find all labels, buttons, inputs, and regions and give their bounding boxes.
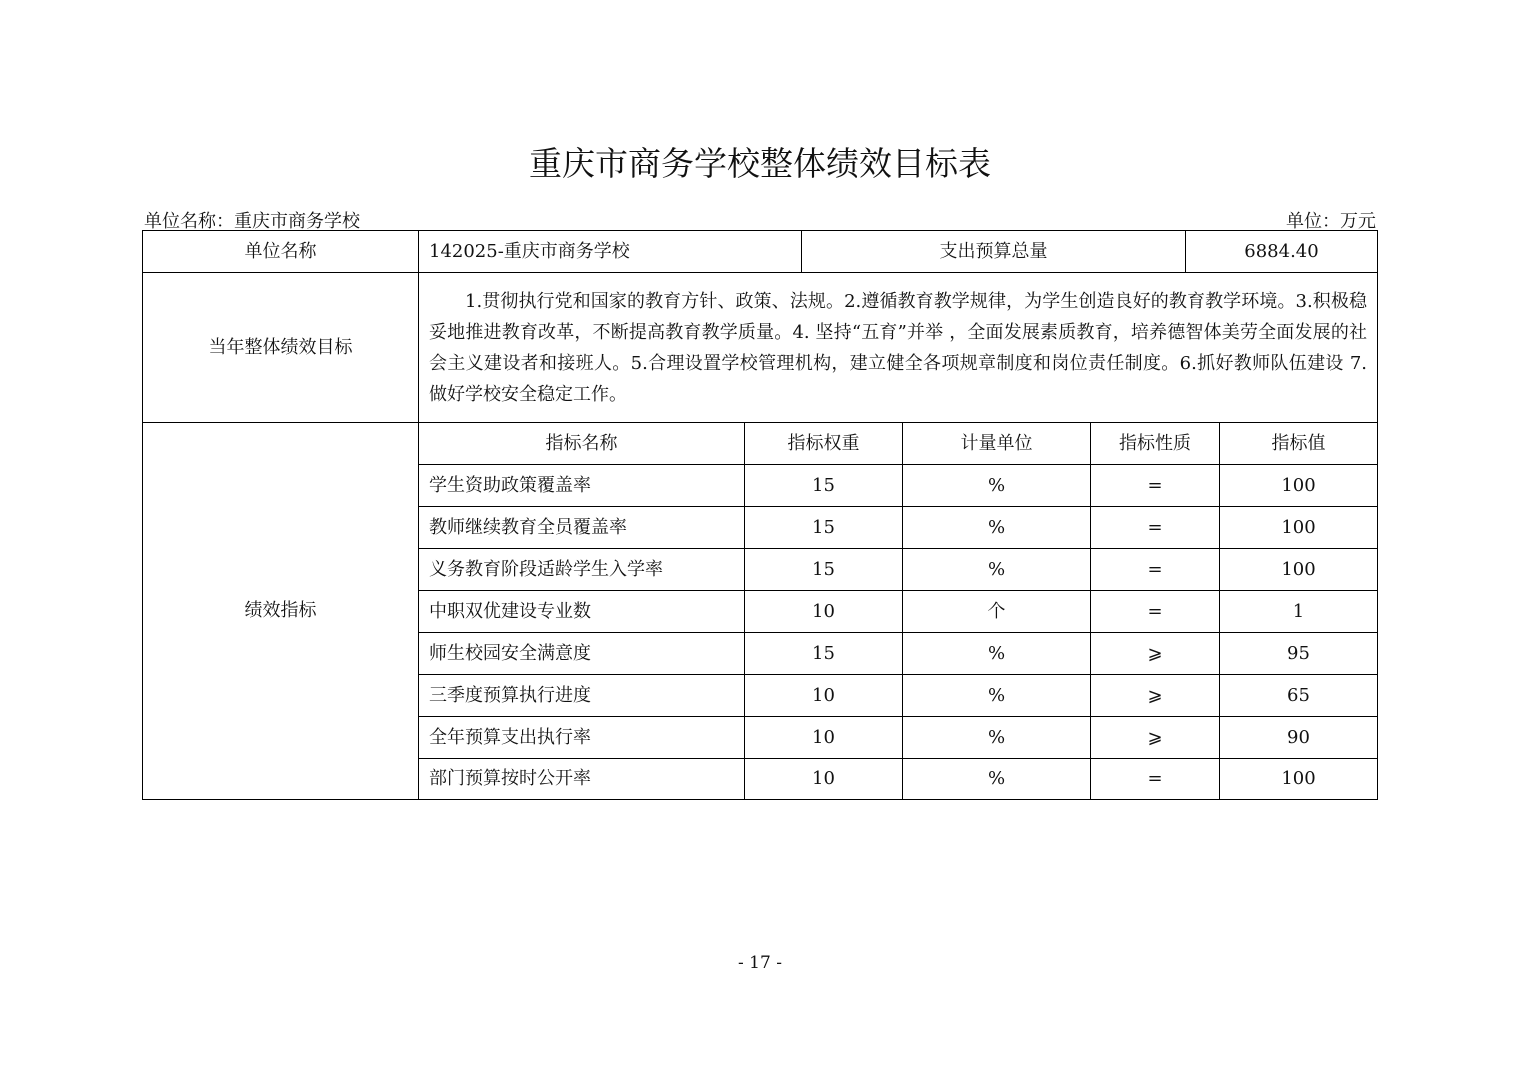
indicator-name: 三季度预算执行进度 xyxy=(418,674,745,717)
unit-name-caption: 单位名称：重庆市商务学校 xyxy=(144,211,360,232)
indicator-name: 中职双优建设专业数 xyxy=(418,590,745,633)
indicator-unit: % xyxy=(902,716,1091,759)
indicator-unit: 个 xyxy=(902,590,1091,633)
indicator-value: 100 xyxy=(1219,758,1378,800)
indicator-weight: 15 xyxy=(744,464,903,507)
indicator-nature: ⩾ xyxy=(1090,674,1220,717)
indicator-value: 100 xyxy=(1219,506,1378,549)
goal-label: 当年整体绩效目标 xyxy=(142,272,419,423)
indicator-value: 100 xyxy=(1219,464,1378,507)
indicator-weight: 10 xyxy=(744,590,903,633)
unit-name-value: 142025-重庆市商务学校 xyxy=(418,230,802,273)
indicator-weight: 10 xyxy=(744,674,903,717)
indicator-nature: = xyxy=(1090,464,1220,507)
indicator-name: 全年预算支出执行率 xyxy=(418,716,745,759)
col-head-nature: 指标性质 xyxy=(1090,422,1220,465)
indicator-unit: % xyxy=(902,464,1091,507)
indicator-weight: 15 xyxy=(744,548,903,591)
indicator-value: 1 xyxy=(1219,590,1378,633)
indicator-nature: ⩾ xyxy=(1090,716,1220,759)
budget-head: 支出预算总量 xyxy=(801,230,1186,273)
indicator-nature: = xyxy=(1090,506,1220,549)
indicator-unit: % xyxy=(902,632,1091,675)
col-head-value: 指标值 xyxy=(1219,422,1378,465)
indicator-weight: 15 xyxy=(744,632,903,675)
indicator-value: 90 xyxy=(1219,716,1378,759)
indicator-nature: = xyxy=(1090,590,1220,633)
indicator-weight: 10 xyxy=(744,758,903,800)
col-head-name: 指标名称 xyxy=(418,422,745,465)
indicator-value: 100 xyxy=(1219,548,1378,591)
col-head-unit: 计量单位 xyxy=(902,422,1091,465)
goal-text: 1.贯彻执行党和国家的教育方针、政策、法规。2.遵循教育教学规律，为学生创造良好的教育教学环境。3.积极稳妥地推进教育改革，不断提高教育教学质量。4. 坚持“五育”并举 ，全面发展素质教育，培养德智体美劳全面发展的社会主义建设者和接班人。5.合理设置学校管理机构，建立健全各项规章制度和岗位责任制度。6.抓好教师队伍建设 7.做好学校安全稳定工作。 xyxy=(418,272,1378,423)
indicator-unit: % xyxy=(902,674,1091,717)
indicator-unit: % xyxy=(902,506,1091,549)
performance-table xyxy=(142,230,1378,800)
indicator-name: 学生资助政策覆盖率 xyxy=(418,464,745,507)
indicator-name: 师生校园安全满意度 xyxy=(418,632,745,675)
page-number: - 17 - xyxy=(738,953,782,973)
indicator-name: 义务教育阶段适龄学生入学率 xyxy=(418,548,745,591)
col-head-weight: 指标权重 xyxy=(744,422,903,465)
indicator-weight: 10 xyxy=(744,716,903,759)
indicator-unit: % xyxy=(902,758,1091,800)
indicator-value: 65 xyxy=(1219,674,1378,717)
indicators-label: 绩效指标 xyxy=(142,422,419,800)
unit-name-head: 单位名称 xyxy=(142,230,419,273)
indicator-value: 95 xyxy=(1219,632,1378,675)
indicator-name: 部门预算按时公开率 xyxy=(418,758,745,800)
indicator-nature: = xyxy=(1090,548,1220,591)
unit-caption: 单位：万元 xyxy=(1286,211,1376,232)
indicator-weight: 15 xyxy=(744,506,903,549)
indicator-unit: % xyxy=(902,548,1091,591)
indicator-nature: ⩾ xyxy=(1090,632,1220,675)
budget-value: 6884.40 xyxy=(1185,230,1378,273)
indicator-name: 教师继续教育全员覆盖率 xyxy=(418,506,745,549)
indicator-nature: = xyxy=(1090,758,1220,800)
page-title: 重庆市商务学校整体绩效目标表 xyxy=(529,144,991,183)
